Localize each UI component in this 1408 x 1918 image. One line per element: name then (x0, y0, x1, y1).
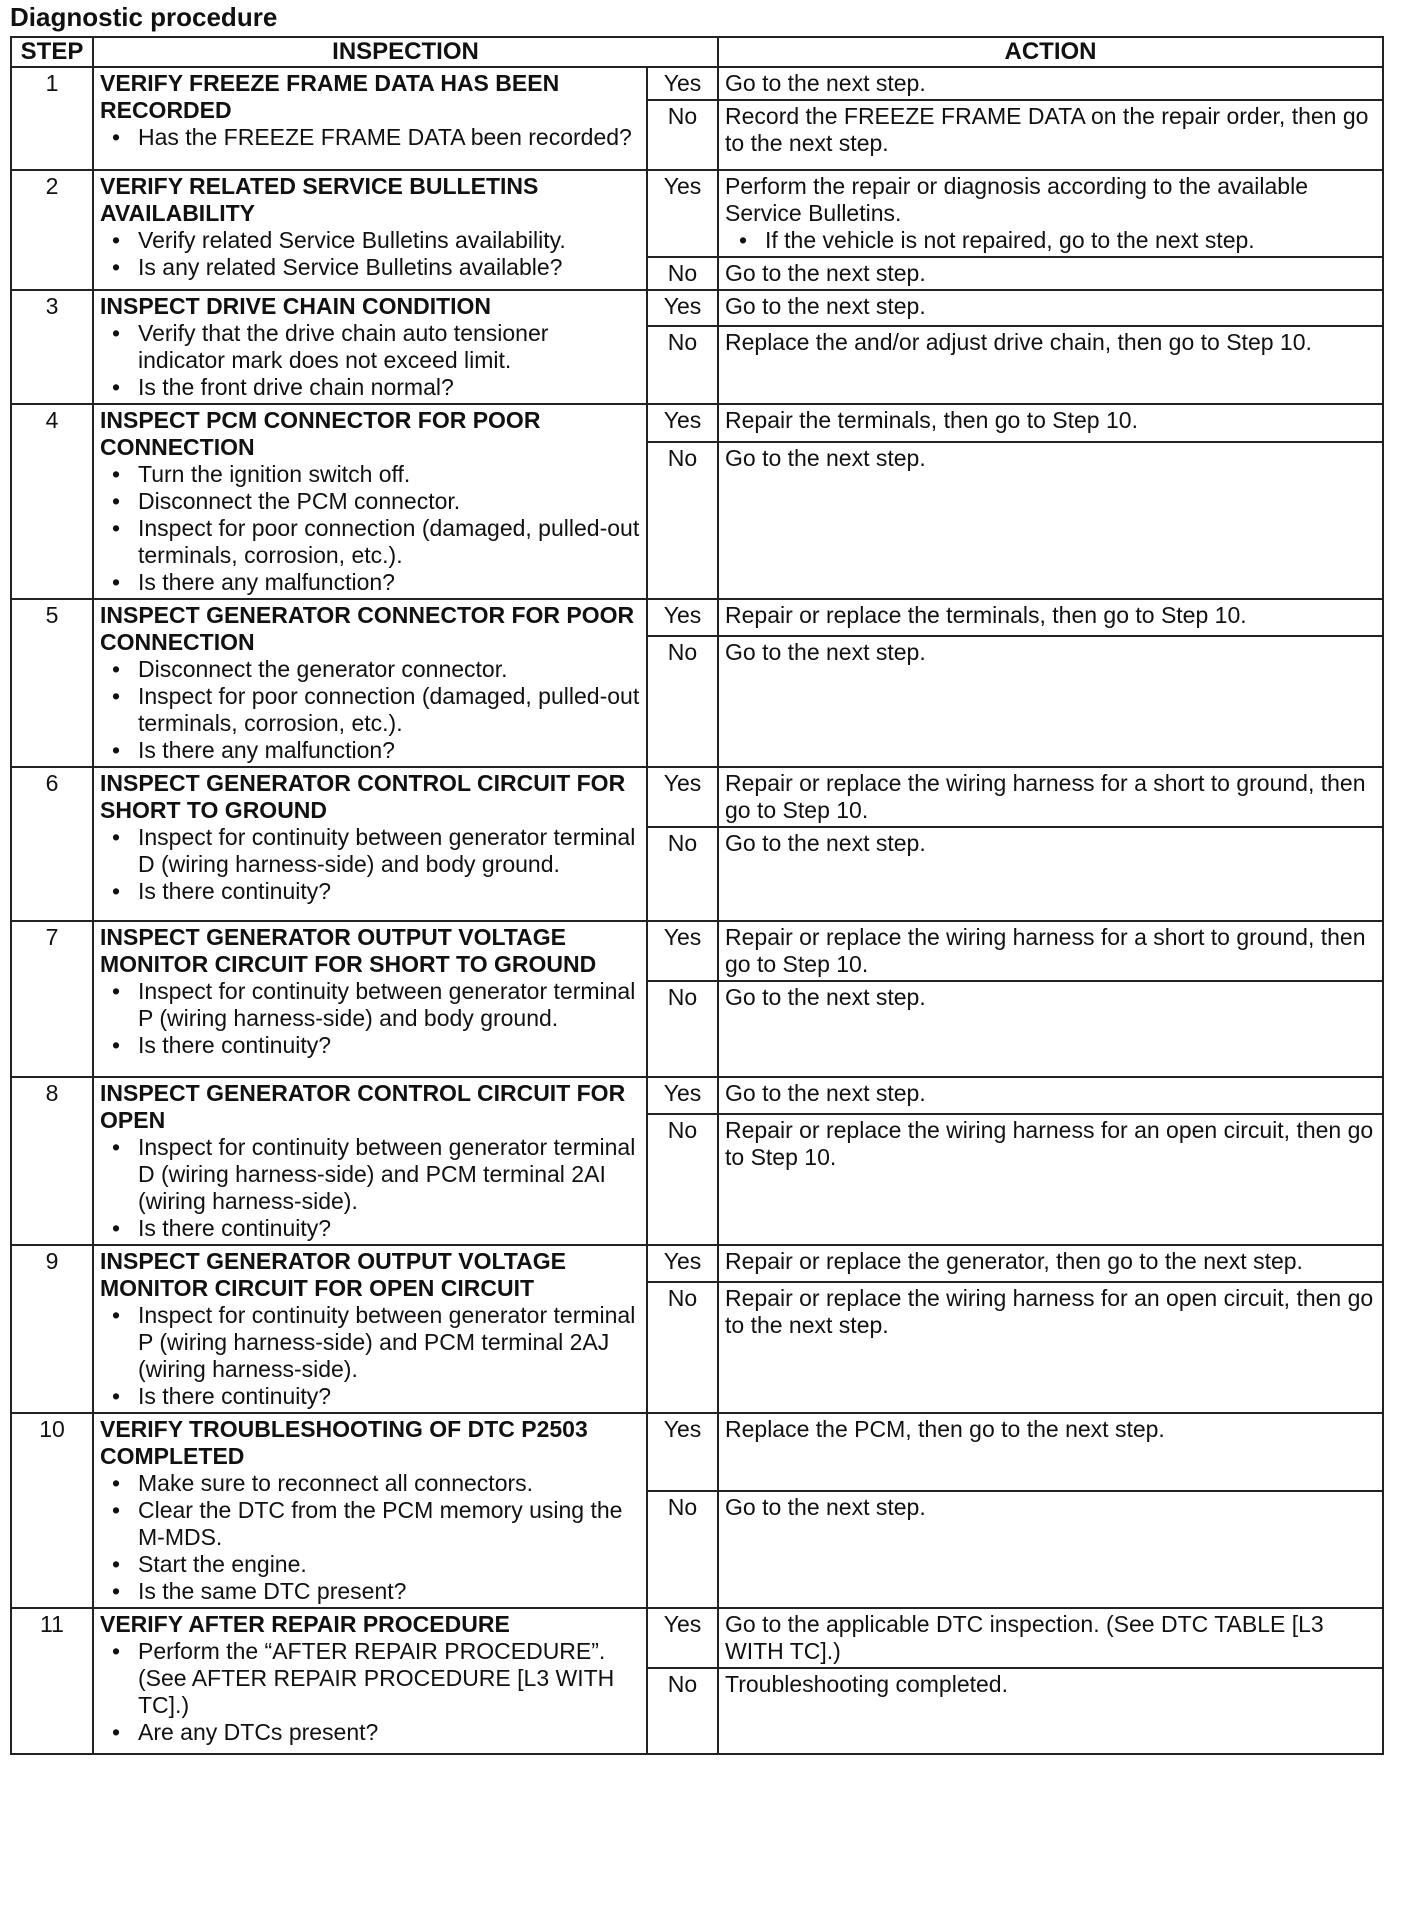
table-row (11, 767, 1383, 827)
inspection-bullet: • Is there continuity? (138, 878, 640, 905)
action-yes-cell (718, 1608, 1383, 1668)
inspection-bullet: • Disconnect the generator connector. (138, 656, 640, 683)
inspection-title: INSPECT GENERATOR CONTROL CIRCUIT FOR OPEN (100, 1080, 626, 1133)
step-number: 2 (11, 170, 93, 290)
result-yes-label: Yes (647, 404, 718, 442)
inspection-bullet-list (100, 824, 640, 905)
table-row (11, 1245, 1383, 1282)
inspection-bullet: • Is there continuity? (138, 1215, 640, 1242)
result-no-label: No (647, 636, 718, 767)
table-row (11, 170, 1383, 257)
inspection-bullet: • Verify related Service Bulletins availability. (138, 227, 640, 254)
inspection-bullet: • Clear the DTC from the PCM memory using the M-MDS. (138, 1497, 640, 1551)
inspection-bullet: • Start the engine. (138, 1551, 640, 1578)
inspection-title: VERIFY FREEZE FRAME DATA HAS BEEN RECORDED (100, 70, 560, 123)
table-row (11, 921, 1383, 981)
result-no-label: No (647, 981, 718, 1077)
inspection-bullet-list (100, 1470, 640, 1605)
inspection-cell (93, 921, 647, 1077)
action-no-cell (718, 1114, 1383, 1245)
result-yes-label: Yes (647, 599, 718, 636)
inspection-bullet: • Are any DTCs present? (138, 1719, 640, 1746)
action-bullet-list (725, 227, 1376, 254)
action-no-cell (718, 100, 1383, 170)
action-yes-cell (718, 1413, 1383, 1491)
action-yes-cell (718, 767, 1383, 827)
table-row (11, 67, 1383, 100)
inspection-bullet: • Inspect for continuity between generator terminal P (wiring harness-side) and body ground. (138, 978, 640, 1032)
step-number: 10 (11, 1413, 93, 1608)
action-text: Replace the PCM, then go to the next step. (725, 1416, 1165, 1442)
result-yes-label: Yes (647, 67, 718, 100)
action-yes-cell (718, 170, 1383, 257)
table-row (11, 404, 1383, 442)
inspection-cell (93, 170, 647, 290)
result-no-label: No (647, 100, 718, 170)
action-text: Repair or replace the generator, then go to the next step. (725, 1248, 1303, 1274)
result-yes-label: Yes (647, 767, 718, 827)
inspection-title: VERIFY TROUBLESHOOTING OF DTC P2503 COMPLETED (100, 1416, 588, 1469)
result-no-label: No (647, 1668, 718, 1754)
action-yes-cell (718, 404, 1383, 442)
action-text: Repair the terminals, then go to Step 10. (725, 407, 1138, 433)
inspection-cell (93, 767, 647, 921)
action-column-header: ACTION (718, 37, 1383, 67)
result-no-label: No (647, 1282, 718, 1413)
step-number: 7 (11, 921, 93, 1077)
inspection-title: INSPECT GENERATOR OUTPUT VOLTAGE MONITOR CIRCUIT FOR OPEN CIRCUIT (100, 1248, 566, 1301)
step-number: 1 (11, 67, 93, 170)
step-number: 3 (11, 290, 93, 404)
action-text: Go to the next step. (725, 830, 926, 856)
inspection-bullet-list (100, 1302, 640, 1410)
action-text: Go to the next step. (725, 70, 926, 96)
action-text: Go to the next step. (725, 984, 926, 1010)
action-text: Go to the next step. (725, 1080, 926, 1106)
step-number: 9 (11, 1245, 93, 1413)
result-yes-label: Yes (647, 921, 718, 981)
result-no-label: No (647, 326, 718, 404)
action-no-cell (718, 636, 1383, 767)
inspection-bullet: • Turn the ignition switch off. (138, 461, 640, 488)
action-yes-cell (718, 599, 1383, 636)
action-text: Go to the next step. (725, 639, 926, 666)
result-yes-label: Yes (647, 1245, 718, 1282)
result-yes-label: Yes (647, 1608, 718, 1668)
inspection-cell (93, 1077, 647, 1245)
result-yes-label: Yes (647, 290, 718, 326)
action-yes-cell (718, 921, 1383, 981)
action-bullet: • If the vehicle is not repaired, go to the next step. (765, 227, 1376, 254)
action-no-cell (718, 1282, 1383, 1413)
page-title: Diagnostic procedure (10, 2, 278, 32)
inspection-cell (93, 290, 647, 404)
inspection-cell (93, 599, 647, 767)
inspection-bullet: • Is any related Service Bulletins available? (138, 254, 640, 281)
action-no-cell (718, 1491, 1383, 1608)
table-row (11, 290, 1383, 326)
inspection-cell (93, 404, 647, 599)
action-text: Record the FREEZE FRAME DATA on the repair order, then go to the next step. (725, 103, 1369, 156)
inspection-bullet-list (100, 1638, 640, 1746)
inspection-bullet: • Inspect for continuity between generator terminal D (wiring harness-side) and PCM terminal 2AI (wiring harness-side). (138, 1134, 640, 1215)
inspection-cell (93, 1413, 647, 1608)
action-no-cell (718, 827, 1383, 921)
inspection-title: VERIFY RELATED SERVICE BULLETINS AVAILABILITY (100, 173, 539, 226)
result-no-label: No (647, 442, 718, 599)
inspection-title: INSPECT GENERATOR OUTPUT VOLTAGE MONITOR CIRCUIT FOR SHORT TO GROUND (100, 924, 597, 977)
inspection-bullet: • Is there any malfunction? (138, 737, 640, 764)
inspection-bullet-list (100, 320, 640, 401)
action-text: Troubleshooting completed. (725, 1671, 1008, 1697)
result-yes-label: Yes (647, 1413, 718, 1491)
action-yes-cell (718, 1245, 1383, 1282)
inspection-bullet: • Is there any malfunction? (138, 569, 640, 596)
step-number: 8 (11, 1077, 93, 1245)
table-row (11, 1077, 1383, 1114)
inspection-title: INSPECT GENERATOR CONNECTOR FOR POOR CONNECTION (100, 602, 635, 655)
action-yes-cell (718, 290, 1383, 326)
inspection-bullet-list (100, 124, 640, 151)
result-no-label: No (647, 257, 718, 290)
inspection-cell (93, 67, 647, 170)
inspection-cell (93, 1608, 647, 1754)
action-text: Replace the and/or adjust drive chain, then go to Step 10. (725, 328, 1312, 355)
inspection-bullet: • Is the same DTC present? (138, 1578, 640, 1605)
action-text: Repair or replace the wiring harness for an open circuit, then go to Step 10. (725, 1116, 1374, 1170)
diagnostic-procedure-table (10, 36, 1384, 1755)
inspection-bullet: • Inspect for continuity between generator terminal D (wiring harness-side) and body ground. (138, 824, 640, 878)
action-no-cell (718, 326, 1383, 404)
inspection-cell (93, 1245, 647, 1413)
action-text: Repair or replace the terminals, then go to Step 10. (725, 602, 1247, 628)
inspection-bullet: • Perform the “AFTER REPAIR PROCEDURE”. (See AFTER REPAIR PROCEDURE [L3 WITH TC].) (138, 1638, 640, 1719)
table-row (11, 1608, 1383, 1668)
table-header-row (11, 37, 1383, 67)
action-no-cell (718, 981, 1383, 1077)
action-yes-cell (718, 1077, 1383, 1114)
inspection-bullet: • Is there continuity? (138, 1383, 640, 1410)
inspection-title: INSPECT DRIVE CHAIN CONDITION (100, 293, 492, 319)
inspection-bullet-list (100, 978, 640, 1059)
action-text: Go to the next step. (725, 1493, 926, 1520)
action-text: Repair or replace the wiring harness for an open circuit, then go to the next step. (725, 1284, 1374, 1338)
result-no-label: No (647, 1114, 718, 1245)
action-text: Repair or replace the wiring harness for a short to ground, then go to Step 10. (725, 924, 1366, 977)
action-text: Go to the next step. (725, 293, 926, 319)
action-text: Go to the next step. (725, 260, 926, 286)
inspection-title: VERIFY AFTER REPAIR PROCEDURE (100, 1611, 510, 1637)
step-number: 11 (11, 1608, 93, 1754)
action-no-cell (718, 257, 1383, 290)
inspection-title: INSPECT PCM CONNECTOR FOR POOR CONNECTION (100, 407, 541, 460)
inspection-bullet-list (100, 1134, 640, 1242)
inspection-bullet: • Has the FREEZE FRAME DATA been recorded? (138, 124, 640, 151)
inspection-bullet: • Is the front drive chain normal? (138, 374, 640, 401)
inspection-title: INSPECT GENERATOR CONTROL CIRCUIT FOR SHORT TO GROUND (100, 770, 626, 823)
step-number: 6 (11, 767, 93, 921)
inspection-bullet-list (100, 461, 640, 596)
action-yes-cell (718, 67, 1383, 100)
inspection-bullet-list (100, 227, 640, 281)
inspection-bullet-list (100, 656, 640, 764)
action-no-cell (718, 442, 1383, 599)
inspection-bullet: • Is there continuity? (138, 1032, 640, 1059)
result-yes-label: Yes (647, 170, 718, 257)
result-no-label: No (647, 1491, 718, 1608)
inspection-bullet: • Inspect for poor connection (damaged, pulled-out terminals, corrosion, etc.). (138, 515, 640, 569)
table-row (11, 599, 1383, 636)
inspection-bullet: • Verify that the drive chain auto tensioner indicator mark does not exceed limit. (138, 320, 640, 374)
step-column-header: STEP (11, 37, 93, 67)
action-no-cell (718, 1668, 1383, 1754)
result-yes-label: Yes (647, 1077, 718, 1114)
inspection-bullet: • Inspect for continuity between generator terminal P (wiring harness-side) and PCM terminal 2AJ (wiring harness-side). (138, 1302, 640, 1383)
inspection-bullet: • Disconnect the PCM connector. (138, 488, 640, 515)
inspection-column-header: INSPECTION (93, 37, 718, 67)
action-text: Perform the repair or diagnosis according to the available Service Bulletins. (725, 173, 1308, 226)
table-body (11, 67, 1383, 1754)
action-text: Repair or replace the wiring harness for a short to ground, then go to Step 10. (725, 770, 1366, 823)
result-no-label: No (647, 827, 718, 921)
step-number: 4 (11, 404, 93, 599)
inspection-bullet: • Inspect for poor connection (damaged, pulled-out terminals, corrosion, etc.). (138, 683, 640, 737)
step-number: 5 (11, 599, 93, 767)
action-text: Go to the next step. (725, 444, 926, 471)
inspection-bullet: • Make sure to reconnect all connectors. (138, 1470, 640, 1497)
action-text: Go to the applicable DTC inspection. (See DTC TABLE [L3 WITH TC].) (725, 1611, 1324, 1664)
table-row (11, 1413, 1383, 1491)
